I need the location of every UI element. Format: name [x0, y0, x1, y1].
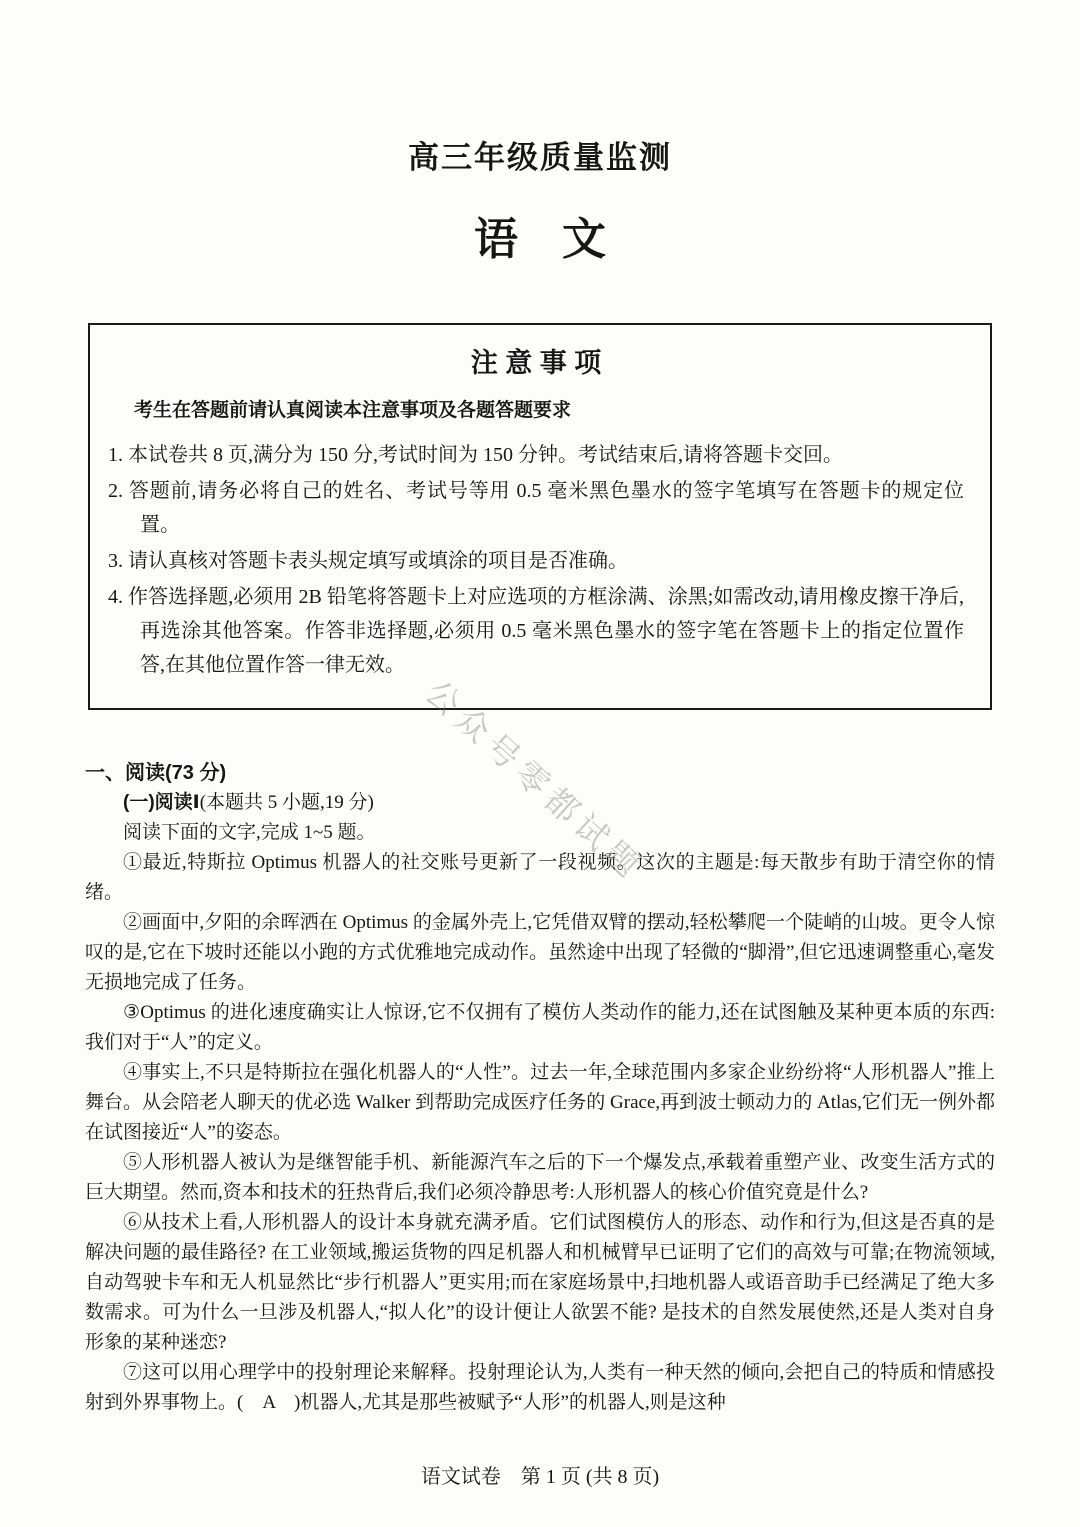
notice-item: 4. 作答选择题,必须用 2B 铅笔将答题卡上对应选项的方框涂满、涂黑;如需改动,请用橡皮擦干净后,再选涂其他答案。作答非选择题,必须用 0.5 毫米黑色墨水的签字笔在答题卡上的指定位置作答,在其他位置作答一律无效。: [108, 586, 964, 676]
watermark: 公众号零都试题: [418, 673, 652, 889]
body-paragraph: ⑥从技术上看,人形机器人的设计本身就充满矛盾。它们试图模仿人的形态、动作和行为,但这是否真的是解决问题的最佳路径? 在工业领域,搬运货物的四足机器人和机械臂早已证明了它们的高效与可靠;在物流领域,自动驾驶卡车和无人机显然比“步行机器人”更实用;而在家庭场景中,扫地机器人或语音助手已经满足了绝大多数需求。可为什么一旦涉及机器人,“拟人化”的设计便让人欲罢不能? 是技术的自然发展使然,还是人类对自身形象的某种迷恋?: [85, 1212, 995, 1353]
exam-body: [85, 758, 995, 1418]
subsection-title-rest: (本题共 5 小题,19 分): [199, 792, 374, 813]
body-paragraph: ⑦这可以用心理学中的投射理论来解释。投射理论认为,人类有一种天然的倾向,会把自己的特质和情感投射到外界事物上。( A )机器人,尤其是那些被赋予“人形”的机器人,则是这种: [85, 1362, 995, 1413]
page-title: 高三年级质量监测: [408, 140, 672, 175]
body-paragraph: ③Optimus 的进化速度确实让人惊讶,它不仅拥有了模仿人类动作的能力,还在试图触及某种更本质的东西:我们对于“人”的定义。: [85, 1002, 995, 1053]
reading-instruction: 阅读下面的文字,完成 1~5 题。: [123, 822, 376, 843]
notice-title: 注 意 事 项: [470, 348, 602, 378]
page-footer: 语文试卷 第 1 页 (共 8 页): [420, 1466, 660, 1488]
notice-box: [88, 323, 992, 710]
body-paragraph: ②画面中,夕阳的余晖洒在 Optimus 的金属外壳上,它凭借双臂的摆动,轻松攀爬一个陡峭的山坡。更令人惊叹的是,它在下坡时还能以小跑的方式优雅地完成动作。虽然途中出现了轻微的“脚滑”,但它迅速调整重心,毫发无损地完成了任务。: [85, 912, 995, 993]
body-paragraph: ⑤人形机器人被认为是继智能手机、新能源汽车之后的下一个爆发点,承载着重塑产业、改变生活方式的巨大期望。然而,资本和技术的狂热背后,我们必须冷静思考:人形机器人的核心价值究竟是什么?: [85, 1152, 995, 1203]
notice-intro: 考生在答题前请认真阅读本注意事项及各题答题要求: [134, 400, 572, 421]
notice-item: 3. 请认真核对答题卡表头规定填写或填涂的项目是否准确。: [108, 550, 628, 572]
subsection-title: [85, 788, 995, 818]
notice-item: 2. 答题前,请务必将自己的姓名、考试号等用 0.5 毫米黑色墨水的签字笔填写在答题卡的规定位置。: [108, 480, 964, 536]
body-paragraph: ①最近,特斯拉 Optimus 机器人的社交账号更新了一段视频。这次的主题是:每天散步有助于清空你的情绪。: [85, 852, 995, 903]
subsection-title-bold: (一)阅读Ⅰ: [123, 792, 200, 813]
section-title: 一、阅读(73 分): [85, 762, 227, 784]
body-paragraph: ④事实上,不只是特斯拉在强化机器人的“人性”。过去一年,全球范围内多家企业纷纷将“人形机器人”推上舞台。从会陪老人聊天的优必选 Walker 到帮助完成医疗任务的 Grace,再到波士顿动力的 Atlas,它们无一例外都在试图接近“人”的姿态。: [85, 1062, 995, 1143]
subject-title: 语 文: [474, 215, 606, 264]
notice-item: 1. 本试卷共 8 页,满分为 150 分,考试时间为 150 分钟。考试结束后,请将答题卡交回。: [108, 444, 843, 466]
